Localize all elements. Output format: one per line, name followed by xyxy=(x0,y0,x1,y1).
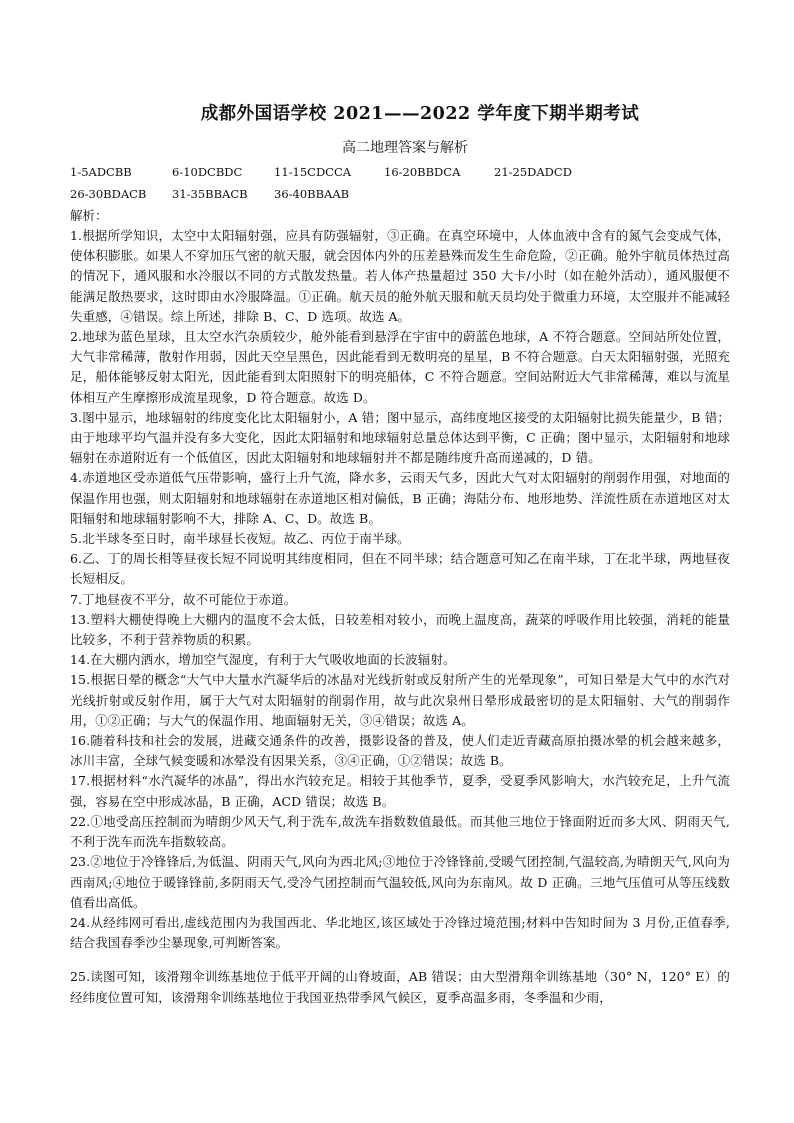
analysis-paragraph: 6.乙、丁的周长相等昼夜长短不同说明其纬度相同，但在不同半球；结合题意可知乙在南半球，丁在北半球，两地昼夜长短相反。 xyxy=(70,551,730,587)
answer-group: 16-20BBDCA xyxy=(384,165,461,179)
analysis-paragraph: 7.丁地昼夜不平分，故不可能位于赤道。 xyxy=(70,591,297,607)
document-page xyxy=(70,100,730,1008)
analysis-paragraph: 2.地球为蓝色星球，且太空水汽杂质较少，舱外能看到悬浮在宇宙中的蔚蓝色地球，A 不符合题意。空间站所处位置，大气非常稀薄，散射作用弱，因此天空呈黑色，因此能看到无数明亮的星星，B 不符合题意。白天太阳辐射强，光照充足，船体能够反射太阳光，因此能看到太阳照射下的明亮船体，C 不符合题意。空间站附近大气非常稀薄，难以与流星体相互产生摩擦形成流星现象，D 符合题意。故选 D。 xyxy=(70,329,730,405)
answer-group: 26-30BDACB xyxy=(70,187,147,201)
page-subtitle: 高二地理答案与解析 xyxy=(342,140,468,156)
answer-group: 36-40BBAAB xyxy=(274,187,350,201)
answer-key-row xyxy=(70,183,730,205)
analysis-paragraph: 4.赤道地区受赤道低气压带影响，盛行上升气流，降水多，云雨天气多，因此大气对太阳辐射的削弱作用强，对地面的保温作用也强，则太阳辐射和地球辐射在赤道地区相对偏低，B 正确；海陆分布、地形地势、洋流性质在赤道地区对太阳辐射和地球辐射影响不大，排除 A、C、D。故选 B。 xyxy=(70,470,730,526)
analysis-paragraph: 24.从经纬网可看出,虚线范围内为我国西北、华北地区,该区域处于冷锋过境范围;材料中告知时间为 3 月份,正值春季,结合我国春季沙尘暴现象,可判断答案。 xyxy=(70,914,730,951)
answer-group: 31-35BBACB xyxy=(172,187,248,201)
analysis-paragraph: 23.②地位于冷锋锋后,为低温、阴雨天气,风向为西北风;③地位于冷锋锋前,受暖气团控制,气温较高,为晴朗天气,风向为西南风;④地位于暖锋锋前,多阴雨天气,受冷气团控制而气温较低,风向为东南风。故 D 正确。三地气压值可从等压线数值看出高低。 xyxy=(70,854,730,910)
analysis-paragraph: 15.根据日晕的概念“大气中大量水汽凝华后的冰晶对光线折射或反射所产生的光晕现象”，可知日晕是大气中的水汽对光线折射或反射作用，属于大气对太阳辐射的削弱作用，故与此次泉州日晕形成最密切的是太阳辐射、大气的削弱作用，①②正确；与大气的保温作用、地面辐射无关，③④错误；故选 A。 xyxy=(70,672,730,728)
answer-key xyxy=(70,161,730,205)
analysis-paragraph: 13.塑料大棚使得晚上大棚内的温度不会太低，日较差相对较小，而晚上温度高，蔬菜的呼吸作用比较强，消耗的能量比较多，不利于营养物质的积累。 xyxy=(70,611,730,648)
answer-group: 11-15CDCCA xyxy=(274,165,352,179)
page-title: 成都外国语学校 2021——2022 学年度下期半期考试 xyxy=(200,104,640,124)
analysis-heading: 解析： xyxy=(70,208,108,223)
analysis-paragraph: 16.随着科技和社会的发展，进藏交通条件的改善，摄影设备的普及，使人们走近青藏高原拍摄冰晕的机会越来越多，冰川丰富，全球气候变暖和冰晕没有因果关系，③④正确，①②错误；故选 B。 xyxy=(70,733,730,769)
answer-group: 1-5ADCBB xyxy=(70,165,132,179)
analysis-paragraph: 5.北半球冬至日时，南半球昼长夜短。故乙、丙位于南半球。 xyxy=(70,531,410,547)
analysis-paragraph: 22.①地受高压控制而为晴朗少风天气,利于洗车,故洗车指数数值最低。而其他三地位于锋面附近而多大风、阴雨天气,不利于洗车而洗车指数较高。 xyxy=(70,813,730,850)
analysis-paragraph: 1.根据所学知识，太空中太阳辐射强，应具有防强辐射，③正确。在真空环境中，人体血液中含有的氮气会变成气体，使体积膨胀。如果人不穿加压气密的航天服，就会因体内外的压差悬殊而发生生命危险，②正确。舱外宇航员体热过高的情况下，通风服和水冷服以不同的方式散发热量。若人体产热量超过 350 大卡/小时（如在舱外活动），通风服便不能满足散热要求，这时即由水冷服降温。①正确。航天员的舱外航天服和航天员均处于微重力环境，太空服并不能减轻失重感，④错误。综上所述，排除 B、C、D 选项。故选 A。 xyxy=(70,228,730,324)
answer-group: 6-10DCBDC xyxy=(172,165,243,179)
analysis-paragraph: 14.在大棚内洒水，增加空气湿度，有利于大气吸收地面的长波辐射。 xyxy=(70,652,456,668)
analysis-paragraph: 17.根据材料“水汽凝华的冰晶”，得出水汽较充足。相较于其他季节，夏季，受夏季风影响大，水汽较充足，上升气流强，容易在空中形成冰晶，B 正确，ACD 错误；故选 B。 xyxy=(70,773,730,809)
analysis-paragraph: 3.图中显示，地球辐射的纬度变化比太阳辐射小，A 错；图中显示，高纬度地区接受的太阳辐射比损失能量少，B 错；由于地球平均气温并没有多大变化，因此太阳辐射和地球辐射总量总体达到平衡，C 正确；图中显示，太阳辐射和地球辐射在赤道附近有一个低值区，因此太阳辐射和地球辐射并不都是随纬度升高而递减的，D 错。 xyxy=(70,409,730,466)
answer-key-row xyxy=(70,161,730,183)
answer-group: 21-25DADCD xyxy=(494,165,572,179)
analysis-paragraph: 25.读图可知，该滑翔伞训练基地位于低平开阔的山脊坡面，AB 错误；由大型滑翔伞训练基地（30° N，120° E）的经纬度位置可知，该滑翔伞训练基地位于我国亚热带季风气候区，夏季高温多雨，冬季温和少雨， xyxy=(70,969,730,1005)
